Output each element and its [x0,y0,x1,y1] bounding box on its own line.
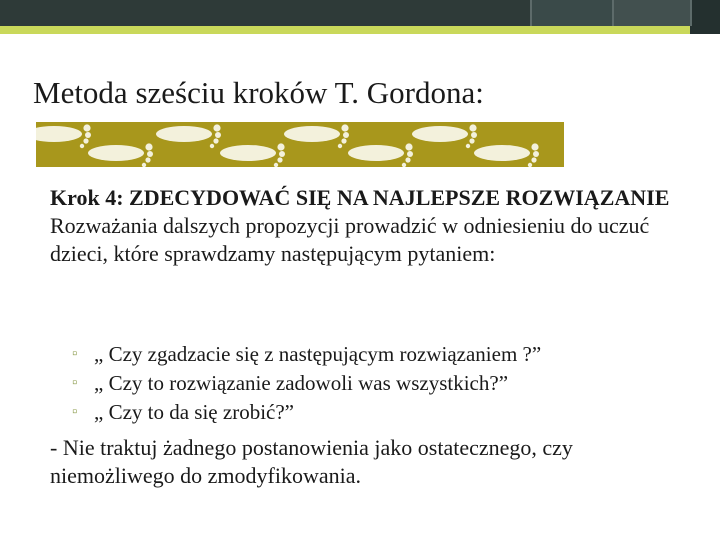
header-accent-stripe [690,26,720,34]
footprints-icon [36,122,564,167]
step-heading: Krok 4: ZDECYDOWAĆ SIĘ NA NAJLEPSZE ROZWIĄZANIE [50,185,670,210]
list-item-text: „ Czy to rozwiązanie zadowoli was wszystkich?” [94,371,509,395]
slide-title: Metoda sześciu kroków T. Gordona: [33,75,484,110]
square-bullet-icon: ▫ [72,375,78,391]
list-item [72,340,692,369]
list-item-text: „ Czy zgadzacie się z następującym rozwiązaniem ?” [94,342,542,366]
header-accent-stripe [0,26,690,34]
footprint-icon [284,124,349,148]
footprint-icon [220,143,285,167]
step-description [50,184,690,268]
square-bullet-icon: ▫ [72,346,78,362]
header-bar [0,0,720,34]
footprint-icon [36,124,91,148]
footprint-icon [88,143,153,167]
square-bullet-icon: ▫ [72,404,78,420]
question-list [72,340,692,427]
intro-text: Rozważania dalszych propozycji prowadzić w odniesieniu do uczuć dzieci, które sprawdzamy następującym pytaniem: [50,213,650,266]
list-item-text: „ Czy to da się zrobić?” [94,400,294,424]
footprint-icon [474,143,539,167]
list-item [72,398,692,427]
footprints-banner [36,122,564,167]
list-item [72,369,692,398]
footprint-icon [156,124,221,148]
footprint-icon [412,124,477,148]
footprint-icon [348,143,413,167]
closing-note: - Nie traktuj żadnego postanowienia jako ostatecznego, czy niemożliwego do zmodyfikowania. [50,435,573,488]
